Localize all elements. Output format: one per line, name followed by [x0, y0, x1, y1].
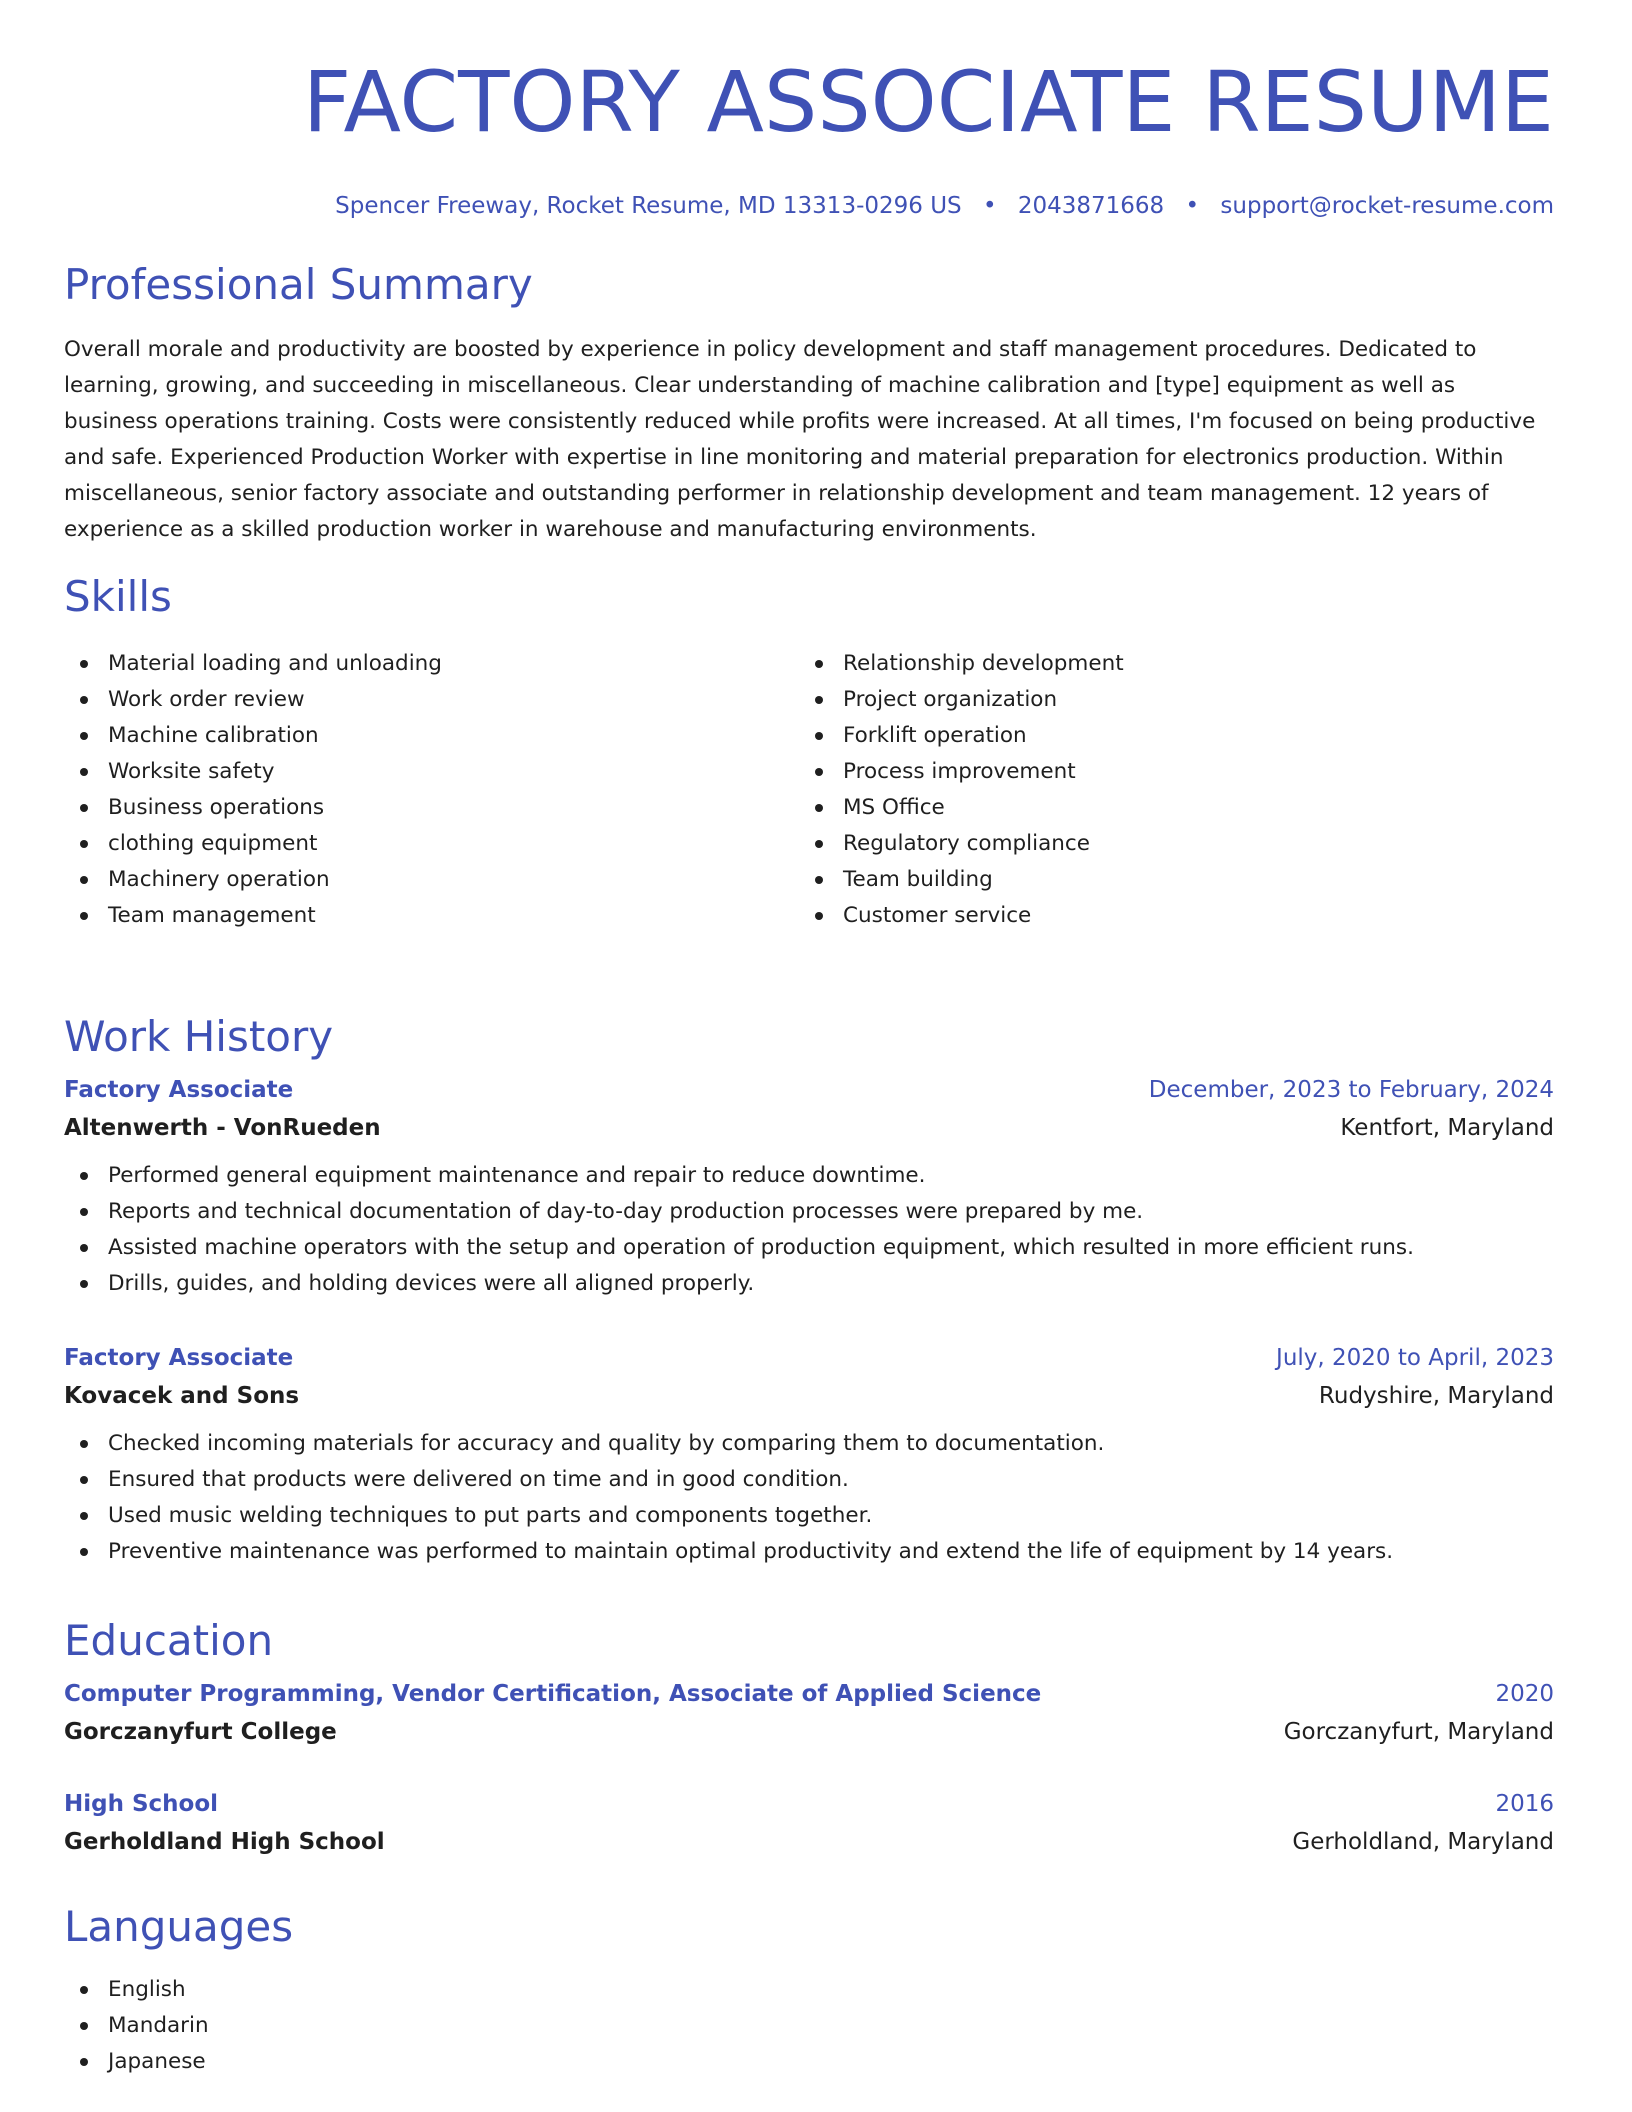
contact-email[interactable]: support@rocket-resume.com	[1220, 193, 1554, 219]
job-entry	[64, 1072, 1554, 1302]
language-item: Japanese	[64, 2044, 209, 2080]
education-header-row	[64, 1786, 1554, 1822]
job-entry	[64, 1340, 1554, 1570]
job-bullets	[64, 1158, 1554, 1302]
education-header-row	[64, 1676, 1554, 1712]
contact-separator: •	[1185, 193, 1200, 219]
skill-item: Relationship development	[799, 646, 1534, 682]
languages-list	[64, 1972, 209, 2080]
contact-phone[interactable]: 2043871668	[1017, 193, 1165, 219]
skill-item: Work order review	[64, 682, 799, 718]
job-bullet: Used music welding techniques to put parts and components together.	[64, 1498, 1554, 1534]
job-company-row	[64, 1376, 1554, 1416]
summary-text: Overall morale and productivity are boosted by experience in policy development and staff management procedures. Dedicated to learning, growing, and succeeding in miscellaneous. Clear understanding of machine calibration and [type] equipment as well as business operations training. Costs were consistently reduced while profits were increased. At all times, I'm focused on being productive and safe. Experienced Production Worker with expertise in line monitoring and material preparation for electronics production. Within miscellaneous, senior factory associate and outstanding performer in relationship development and team management. 12 years of experience as a skilled production worker in warehouse and manufacturing environments.	[64, 337, 1536, 542]
work-history-heading: Work History	[64, 1012, 334, 1061]
education-school: Gerholdland High School	[64, 1829, 385, 1855]
education-school: Gorczanyfurt College	[64, 1719, 337, 1745]
skills-heading: Skills	[64, 572, 172, 621]
language-item: Mandarin	[64, 2008, 209, 2044]
education-school-row	[64, 1712, 1554, 1752]
skill-item: Team management	[64, 898, 799, 934]
job-title: Factory Associate	[64, 1077, 294, 1103]
education-year: 2016	[1495, 1791, 1554, 1817]
education-year: 2020	[1495, 1681, 1554, 1707]
skills-column-left	[64, 646, 799, 934]
job-bullet: Assisted machine operators with the setup and operation of production equipment, which resulted in more efficient runs.	[64, 1230, 1554, 1266]
skills-column-right	[799, 646, 1534, 934]
education-location: Gerholdland, Maryland	[1292, 1829, 1554, 1855]
contact-separator: •	[982, 193, 997, 219]
job-company-row	[64, 1108, 1554, 1148]
skill-item: Regulatory compliance	[799, 826, 1534, 862]
skill-item: MS Office	[799, 790, 1534, 826]
skill-item: Material loading and unloading	[64, 646, 799, 682]
job-bullet: Drills, guides, and holding devices were all aligned properly.	[64, 1266, 1554, 1302]
summary-heading: Professional Summary	[64, 260, 533, 309]
job-bullets	[64, 1426, 1554, 1570]
languages-heading: Languages	[64, 1902, 294, 1951]
education-school-row	[64, 1822, 1554, 1862]
page-title: FACTORY ASSOCIATE RESUME	[302, 53, 1554, 151]
job-bullet: Reports and technical documentation of day-to-day production processes were prepared by me.	[64, 1194, 1554, 1230]
job-header-row	[64, 1072, 1554, 1108]
skill-item: Team building	[799, 862, 1534, 898]
skill-item: Business operations	[64, 790, 799, 826]
job-bullet: Preventive maintenance was performed to maintain optimal productivity and extend the life of equipment by 14 years.	[64, 1534, 1554, 1570]
contact-address: Spencer Freeway, Rocket Resume, MD 13313-0296 US	[335, 193, 962, 219]
education-degree: Computer Programming, Vendor Certification, Associate of Applied Science	[64, 1681, 1042, 1707]
contact-line	[64, 192, 1554, 220]
education-entry	[64, 1676, 1554, 1752]
education-entry	[64, 1786, 1554, 1862]
job-bullet: Checked incoming materials for accuracy and quality by comparing them to documentation.	[64, 1426, 1554, 1462]
skill-item: clothing equipment	[64, 826, 799, 862]
job-header-row	[64, 1340, 1554, 1376]
job-bullet: Ensured that products were delivered on time and in good condition.	[64, 1462, 1554, 1498]
skill-item: Process improvement	[799, 754, 1534, 790]
job-bullet: Performed general equipment maintenance and repair to reduce downtime.	[64, 1158, 1554, 1194]
job-dates: July, 2020 to April, 2023	[1276, 1345, 1554, 1371]
language-item: English	[64, 1972, 209, 2008]
job-title: Factory Associate	[64, 1345, 294, 1371]
skill-item: Machinery operation	[64, 862, 799, 898]
job-company: Altenwerth - VonRueden	[64, 1115, 381, 1141]
job-location: Kentfort, Maryland	[1340, 1115, 1554, 1141]
resume-page	[64, 52, 1554, 2074]
job-company: Kovacek and Sons	[64, 1383, 300, 1409]
skill-item: Forklift operation	[799, 718, 1534, 754]
education-degree: High School	[64, 1791, 219, 1817]
education-heading: Education	[64, 1616, 274, 1665]
skills-list	[64, 646, 1554, 934]
skill-item: Customer service	[799, 898, 1534, 934]
skill-item: Project organization	[799, 682, 1534, 718]
job-location: Rudyshire, Maryland	[1318, 1383, 1554, 1409]
skill-item: Machine calibration	[64, 718, 799, 754]
skill-item: Worksite safety	[64, 754, 799, 790]
education-location: Gorczanyfurt, Maryland	[1283, 1719, 1554, 1745]
job-dates: December, 2023 to February, 2024	[1148, 1077, 1554, 1103]
